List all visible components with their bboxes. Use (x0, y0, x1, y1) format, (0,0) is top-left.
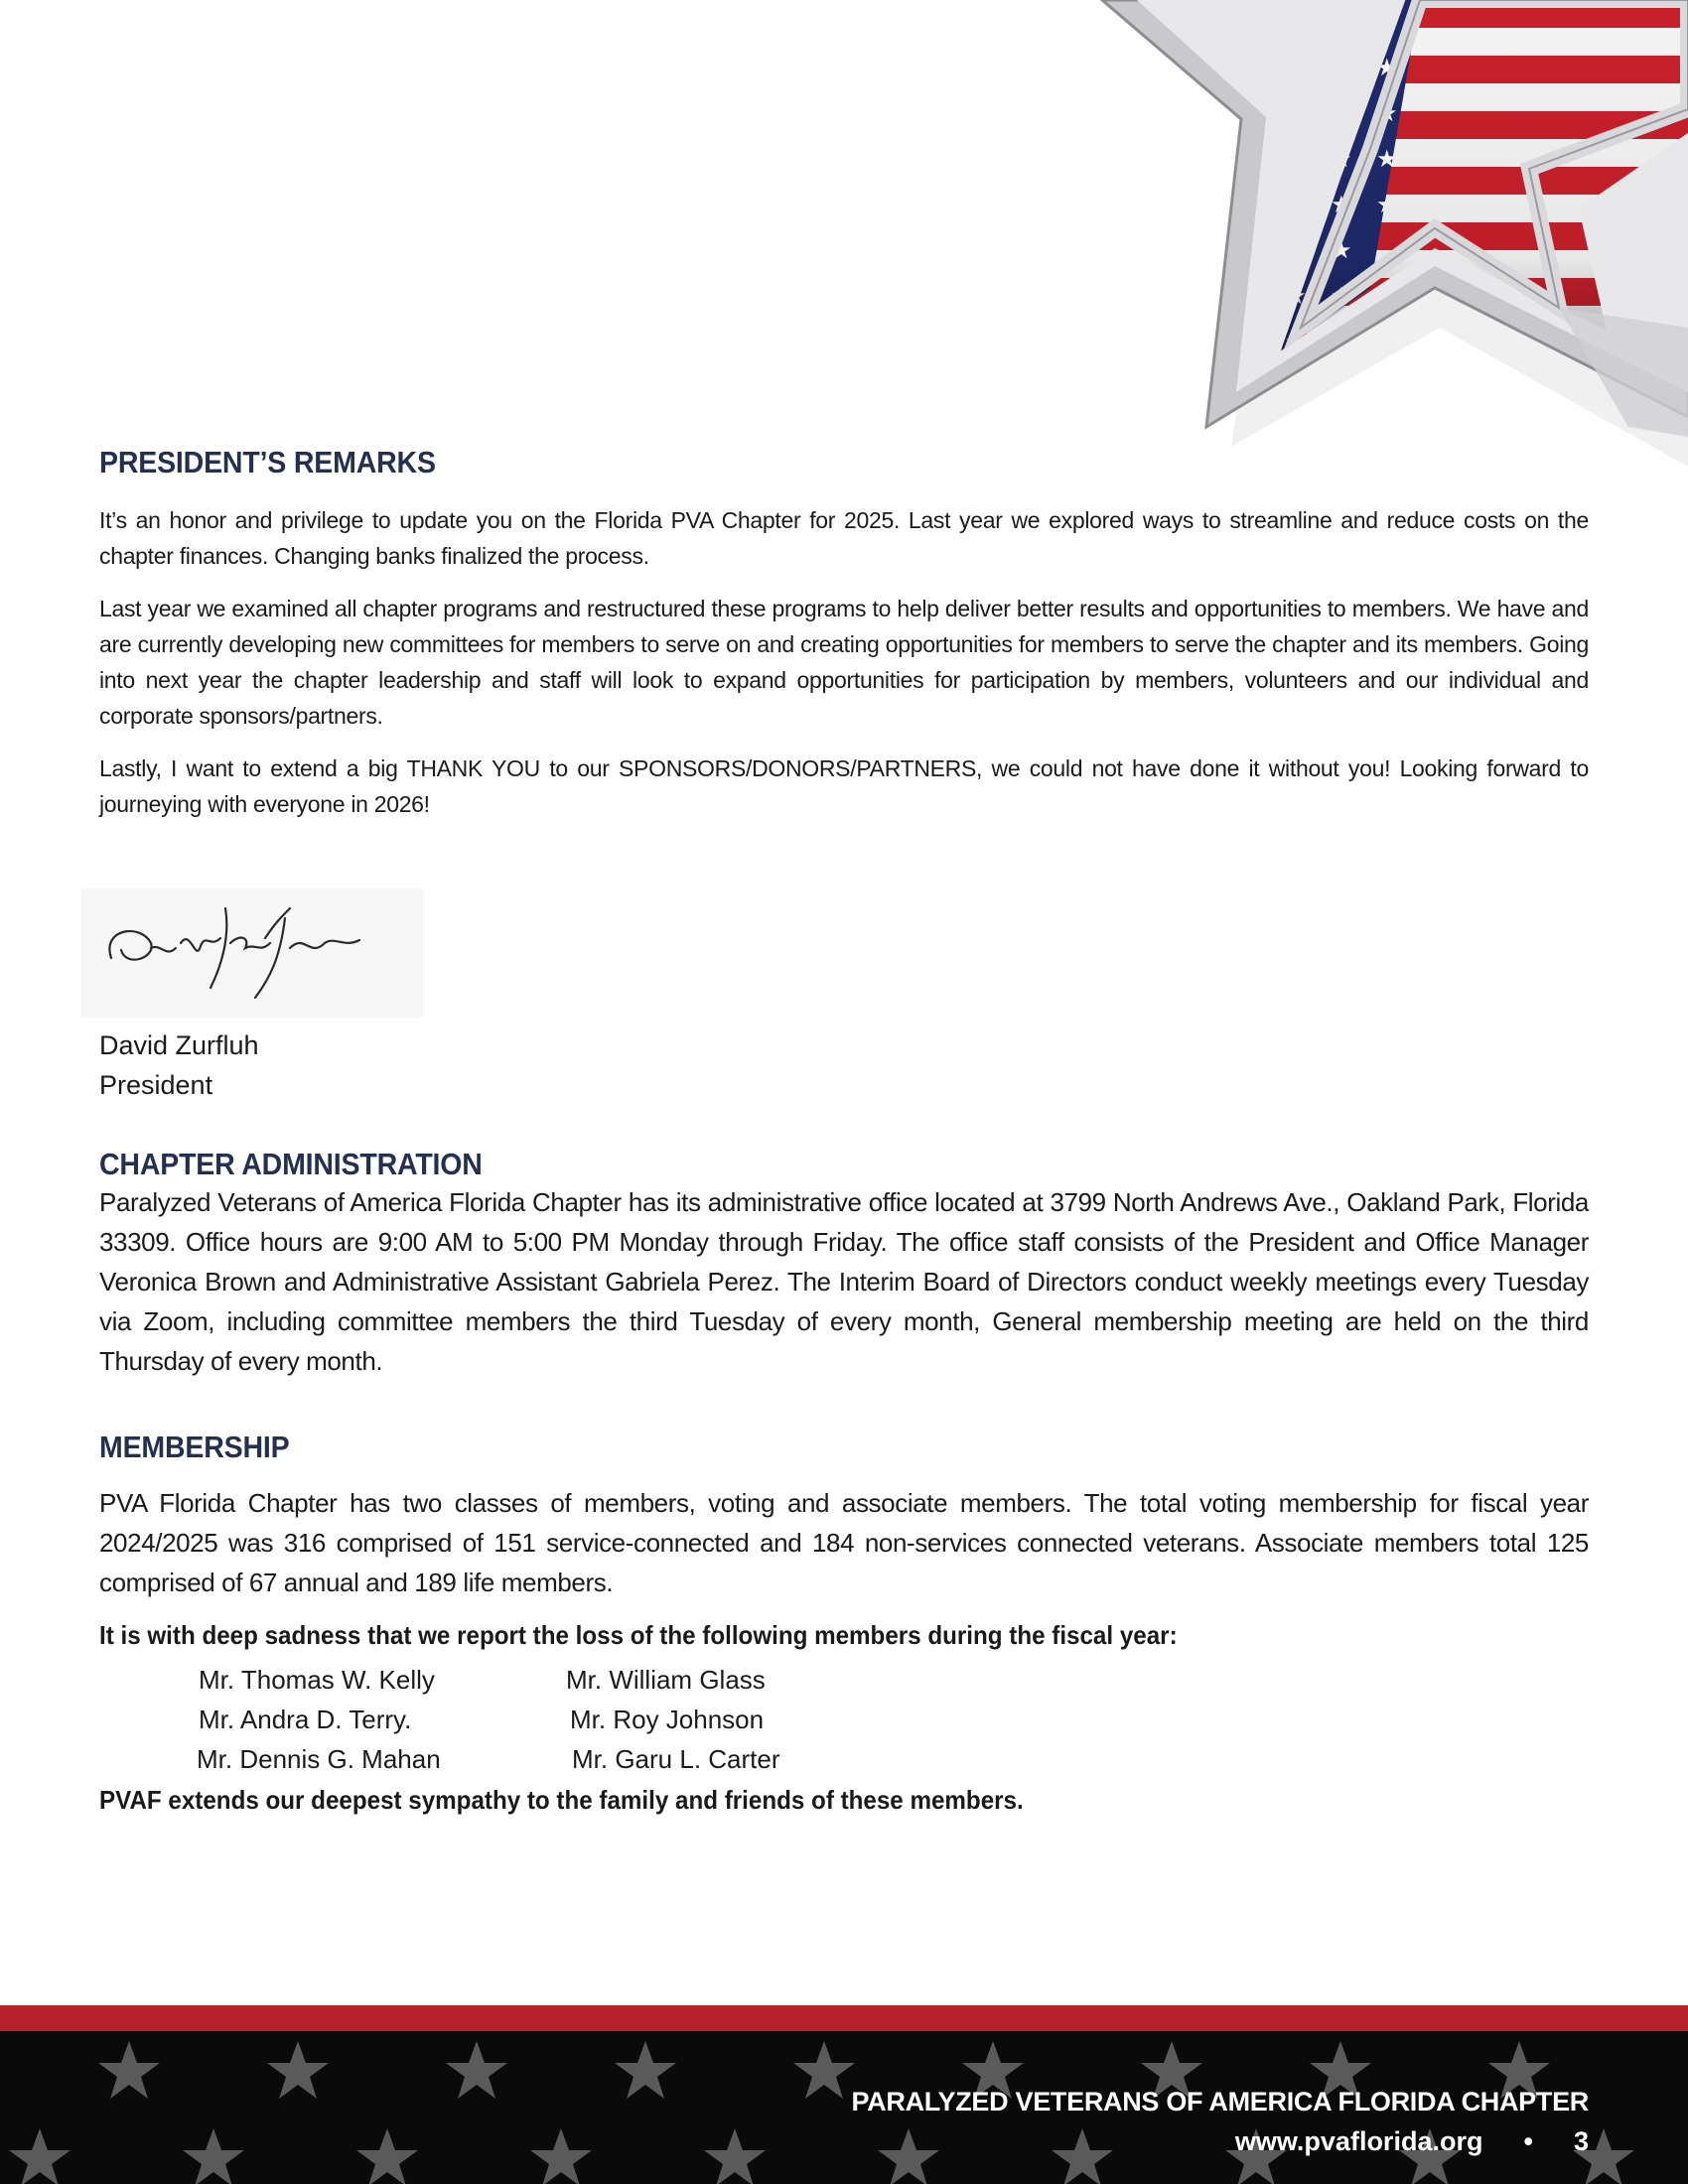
deceased-members-list (99, 1660, 1589, 1779)
page-number: 3 (1573, 2126, 1589, 2156)
sympathy-statement: PVAF extends our deepest sympathy to the family and friends of these members. (99, 1785, 1024, 1815)
loss-intro: It is with deep sadness that we report the loss of the following members during the fiscal year: (99, 1620, 1178, 1650)
remarks-paragraph-2: Last year we examined all chapter programs and restructured these programs to help deliver better results and opportunities to members. We have and are currently developing new committees for members to serve on and creating opportunities for members to serve the chapter and its members. Going into next year the chapter leadership and staff will look to expand opportunities for participation by members, volunteers and our individual and corporate sponsors/partners. (99, 596, 1589, 729)
remarks-paragraph-3: Lastly, I want to extend a big THANK YOU to our SPONSORS/DONORS/PARTNERS, we could not have done it without you! Looking forward to journeying with everyone in 2026! (99, 755, 1589, 817)
deceased-name: Mr. Thomas W. Kelly (199, 1665, 435, 1695)
deceased-name: Mr. Roy Johnson (570, 1705, 765, 1734)
deceased-name: Mr. Andra D. Terry. (199, 1705, 412, 1734)
footer-org-name: PARALYZED VETERANS OF AMERICA FLORIDA CHAPTER (851, 2087, 1589, 2116)
footer-banner (0, 2005, 1688, 2184)
footer-red-stripe (0, 2005, 1688, 2031)
deceased-name: Mr. William Glass (566, 1665, 766, 1695)
remarks-paragraph-1: It’s an honor and privilege to update you on the Florida PVA Chapter for 2025. Last year we explored ways to streamline and reduce costs on the chapter finances. Changing banks finalized the process. (99, 507, 1589, 569)
flag-star-graphic (1092, 0, 1688, 467)
chapter-administration-text: Paralyzed Veterans of America Florida Chapter has its administrative office located at 3799 North Andrews Ave., Oakland Park, Florida 33309. Office hours are 9:00 AM to 5:00 PM Monday through Friday. The office staff consists of the President and Office Manager Veronica Brown and Administrative Assistant Gabriela Perez. The Interim Board of Directors conduct weekly meetings every Tuesday via Zoom, including committee members the third Tuesday of every month, General membership meeting are held on the third Thursday of every month. (99, 1187, 1589, 1376)
presidents-remarks-heading: PRESIDENT’S REMARKS (99, 445, 436, 479)
deceased-name: Mr. Garu L. Carter (572, 1744, 780, 1774)
footer-website-line (1235, 2126, 1589, 2157)
deceased-name: Mr. Dennis G. Mahan (197, 1744, 441, 1774)
signer-title: President (99, 1070, 213, 1100)
footer-star-band (0, 2031, 1688, 2184)
membership-text: PVA Florida Chapter has two classes of members, voting and associate members. The total voting membership for fiscal year 2024/2025 was 316 comprised of 151 service-connected and 184 non-services connected veterans. Associate members total 125 comprised of 67 annual and 189 life members. (99, 1488, 1589, 1597)
signer-name: David Zurfluh (99, 1030, 259, 1060)
chapter-administration-heading: CHAPTER ADMINISTRATION (99, 1147, 483, 1181)
president-signature (81, 888, 424, 1018)
membership-heading: MEMBERSHIP (99, 1430, 290, 1464)
footer-separator: • (1523, 2126, 1533, 2156)
footer-website: www.pvaflorida.org (1234, 2126, 1483, 2156)
